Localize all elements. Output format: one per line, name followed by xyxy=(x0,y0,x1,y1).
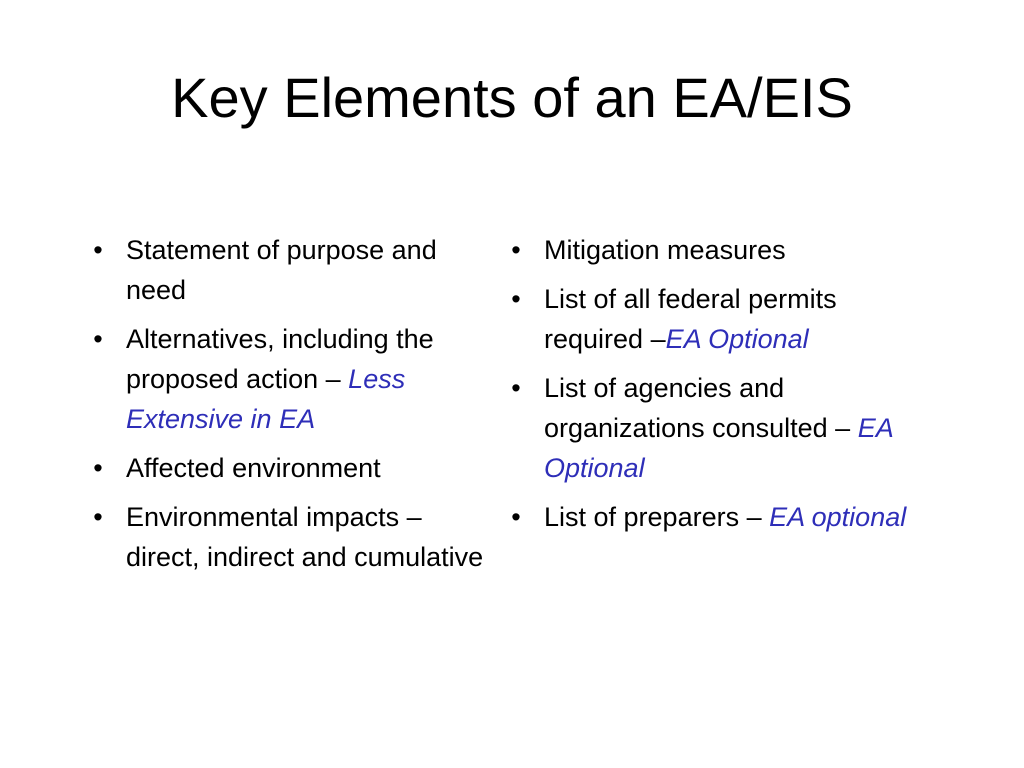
slide-title: Key Elements of an EA/EIS xyxy=(171,66,853,129)
left-bullet-list xyxy=(86,230,486,586)
list-item xyxy=(86,448,486,488)
list-item-text: Affected environment xyxy=(126,453,381,483)
list-item-note: EA Optional xyxy=(544,413,893,483)
list-item xyxy=(504,368,934,488)
bullet-icon: • xyxy=(511,502,521,532)
list-item-text: List of preparers – xyxy=(544,502,770,532)
bullet-icon: • xyxy=(93,235,103,265)
list-item xyxy=(504,497,934,537)
list-item xyxy=(504,230,934,270)
list-item-text: List of agencies and organizations consulted – xyxy=(544,373,858,443)
bullet-icon: • xyxy=(93,324,103,354)
list-item-note: Less Extensive in EA xyxy=(126,364,406,434)
list-item-text: List of all federal permits required – xyxy=(544,284,837,354)
list-item-text: Alternatives, including the proposed action – xyxy=(126,324,434,394)
list-item xyxy=(86,497,486,577)
list-item xyxy=(504,279,934,359)
list-item xyxy=(86,230,486,310)
list-item-note: EA Optional xyxy=(665,324,809,354)
list-item-text: Environmental impacts – direct, indirect and cumulative xyxy=(126,502,484,572)
list-item-note: EA optional xyxy=(769,502,907,532)
bullet-icon: • xyxy=(93,453,103,483)
right-bullet-list xyxy=(504,230,934,546)
list-item-text: Mitigation measures xyxy=(544,235,786,265)
bullet-icon: • xyxy=(511,373,521,403)
bullet-icon: • xyxy=(511,284,521,314)
list-item-text: Statement of purpose and need xyxy=(126,235,437,305)
list-item xyxy=(86,319,486,439)
bullet-icon: • xyxy=(511,235,521,265)
bullet-icon: • xyxy=(93,502,103,532)
